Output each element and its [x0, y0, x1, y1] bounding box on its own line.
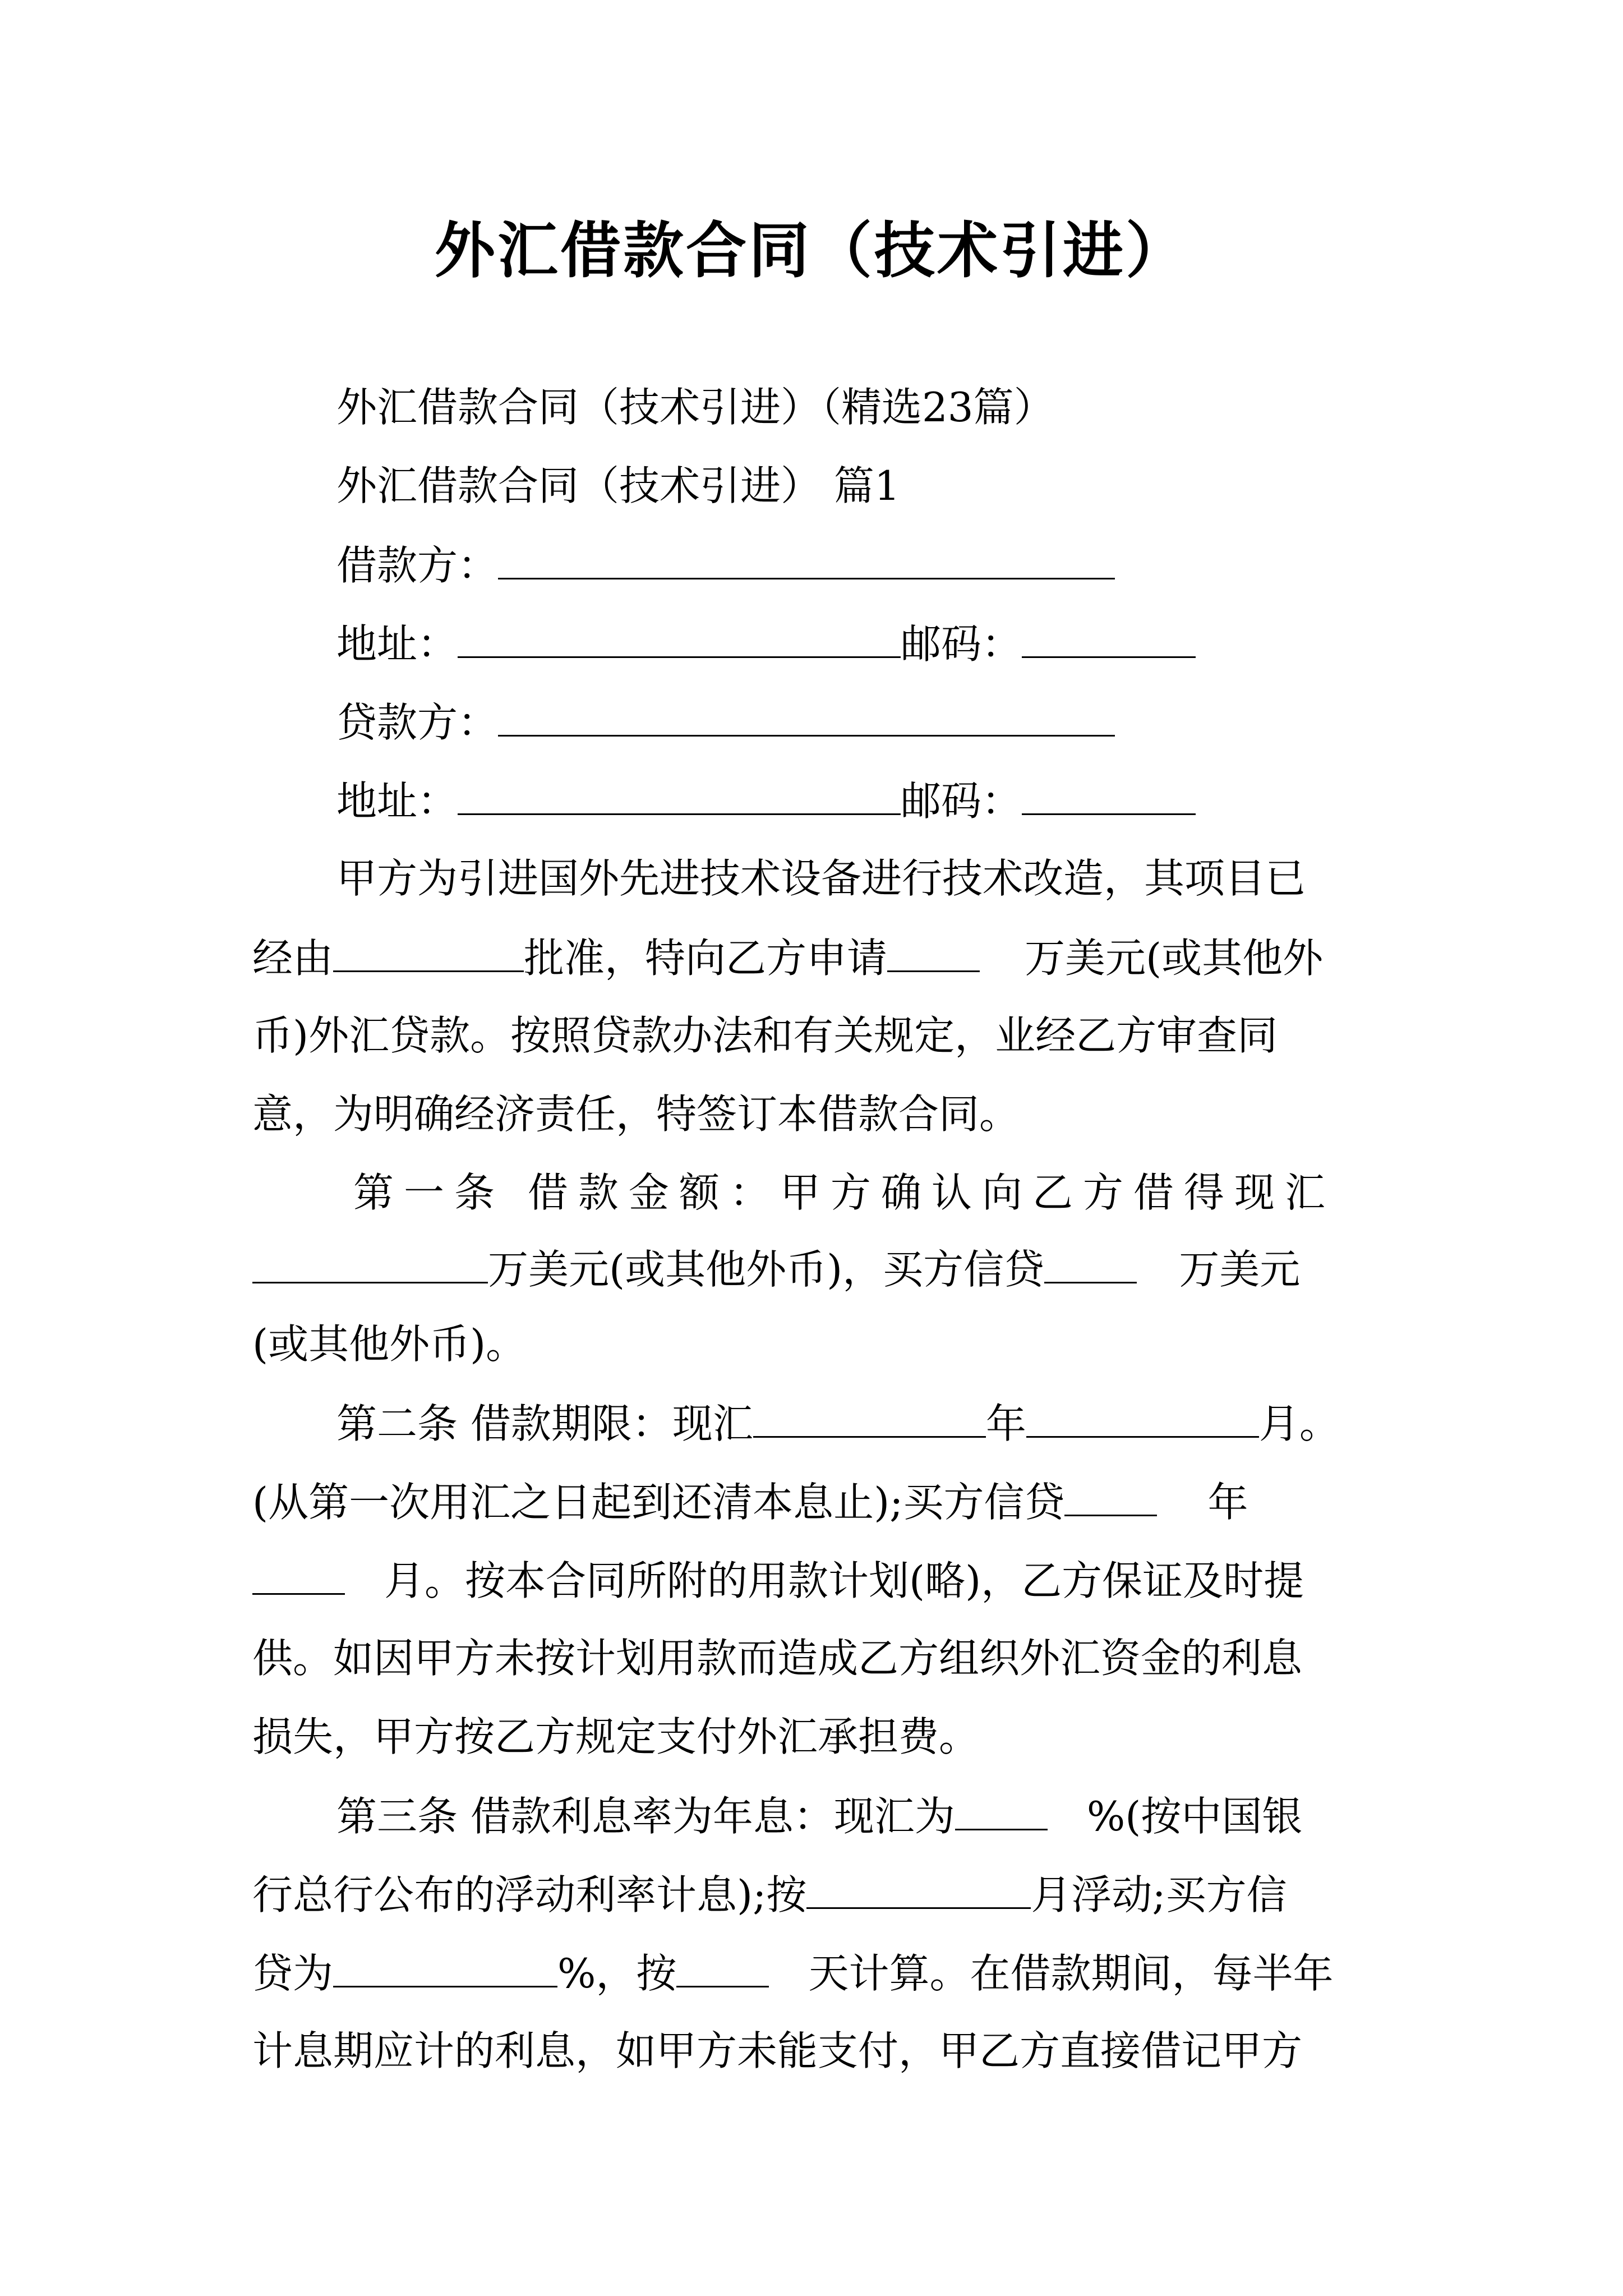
article1-line1: 第一条 借款金额：甲方确认向乙方借得现汇 — [353, 1169, 1335, 1216]
article3-text: %，按 — [557, 1950, 677, 1997]
document-title: 外汇借款合同（技术引进） — [434, 215, 1188, 286]
chapter-heading: 外汇借款合同（技术引进） 篇1 — [336, 462, 900, 509]
article3-text: 贷为 — [252, 1950, 334, 1997]
article3-text: 行总行公布的浮动利率计息);按 — [252, 1871, 807, 1918]
collection-subtitle: 外汇借款合同（技术引进）（精选23篇） — [336, 384, 1054, 431]
article1-line3: (或其他外币)。 — [252, 1320, 527, 1368]
article2-text: 年 — [985, 1400, 1026, 1447]
article2-line4: 供。如因甲方未按计划用款而造成乙方组织外汇资金的利息 — [252, 1635, 1303, 1682]
lender-label: 贷款方： — [336, 699, 499, 746]
article2-text: 月。按本合同所附的用款计划(略)，乙方保证及时提 — [384, 1557, 1304, 1604]
borrower-blank[interactable] — [498, 544, 1115, 579]
credit-amount-blank[interactable] — [1044, 1248, 1137, 1283]
article3-line4: 计息期应计的利息，如甲方未能支付，甲乙方直接借记甲方 — [252, 2027, 1303, 2074]
cash-years-blank[interactable] — [753, 1402, 986, 1438]
borrower-address-row — [336, 620, 1196, 668]
postcode-blank[interactable] — [1022, 623, 1196, 658]
article2-line5: 损失，甲方按乙方规定支付外汇承担费。 — [252, 1713, 980, 1760]
article2-line1 — [336, 1400, 1340, 1447]
borrower-row — [336, 542, 1115, 589]
para1-text: 批准，特向乙方申请 — [524, 935, 888, 982]
credit-years-blank[interactable] — [1064, 1481, 1157, 1516]
para1-line1: 甲方为引进国外先进技术设备进行技术改造，其项目已 — [336, 855, 1306, 902]
lender-address-row — [336, 777, 1196, 825]
para1-line3: 币)外汇贷款。按照贷款办法和有关规定，业经乙方审查同 — [252, 1012, 1278, 1059]
article3-text: 第三条 借款利息率为年息：现汇为 — [336, 1793, 955, 1840]
para1-text: 万美元(或其他外 — [1025, 935, 1324, 982]
credit-rate-blank[interactable] — [333, 1952, 557, 1987]
approver-blank[interactable] — [333, 937, 524, 972]
cash-rate-blank[interactable] — [955, 1795, 1048, 1830]
postcode-label: 邮码： — [901, 620, 1022, 668]
lender-row — [336, 699, 1115, 746]
credit-months-blank[interactable] — [252, 1559, 345, 1595]
address-blank[interactable] — [458, 623, 901, 658]
article2-line3 — [252, 1557, 1304, 1604]
article3-line3 — [252, 1950, 1334, 1997]
borrower-label: 借款方： — [336, 542, 499, 589]
para1-line2 — [252, 935, 1324, 982]
amount-blank[interactable] — [887, 937, 980, 972]
article2-line2 — [252, 1479, 1248, 1526]
address-blank[interactable] — [458, 780, 901, 815]
days-blank[interactable] — [676, 1952, 769, 1987]
article3-text: 天计算。在借款期间，每半年 — [808, 1950, 1334, 1997]
postcode-label: 邮码： — [901, 777, 1022, 825]
address-label: 地址： — [336, 620, 458, 668]
article1-text: 万美元(或其他外币)，买方信贷 — [488, 1246, 1045, 1293]
article3-line2 — [252, 1871, 1287, 1918]
float-months-blank[interactable] — [806, 1874, 1031, 1909]
cash-amount-blank[interactable] — [252, 1248, 488, 1283]
article3-line1 — [336, 1793, 1303, 1840]
address-label: 地址： — [336, 777, 458, 825]
article3-text: %(按中国银 — [1086, 1793, 1303, 1840]
para1-text: 经由 — [252, 935, 334, 982]
cash-months-blank[interactable] — [1026, 1402, 1259, 1438]
article3-text: 月浮动;买方信 — [1031, 1871, 1287, 1918]
article2-text: 第二条 借款期限：现汇 — [336, 1400, 753, 1447]
article2-text: 年 — [1207, 1479, 1248, 1526]
article1-line2 — [252, 1246, 1301, 1293]
article2-text: 月。 — [1258, 1400, 1340, 1447]
lender-blank[interactable] — [498, 701, 1115, 737]
article1-text: 万美元 — [1179, 1246, 1301, 1293]
postcode-blank[interactable] — [1022, 780, 1196, 815]
para1-line4: 意，为明确经济责任，特签订本借款合同。 — [252, 1091, 1020, 1138]
article2-text: (从第一次用汇之日起到还清本息止);买方信贷 — [252, 1479, 1065, 1526]
